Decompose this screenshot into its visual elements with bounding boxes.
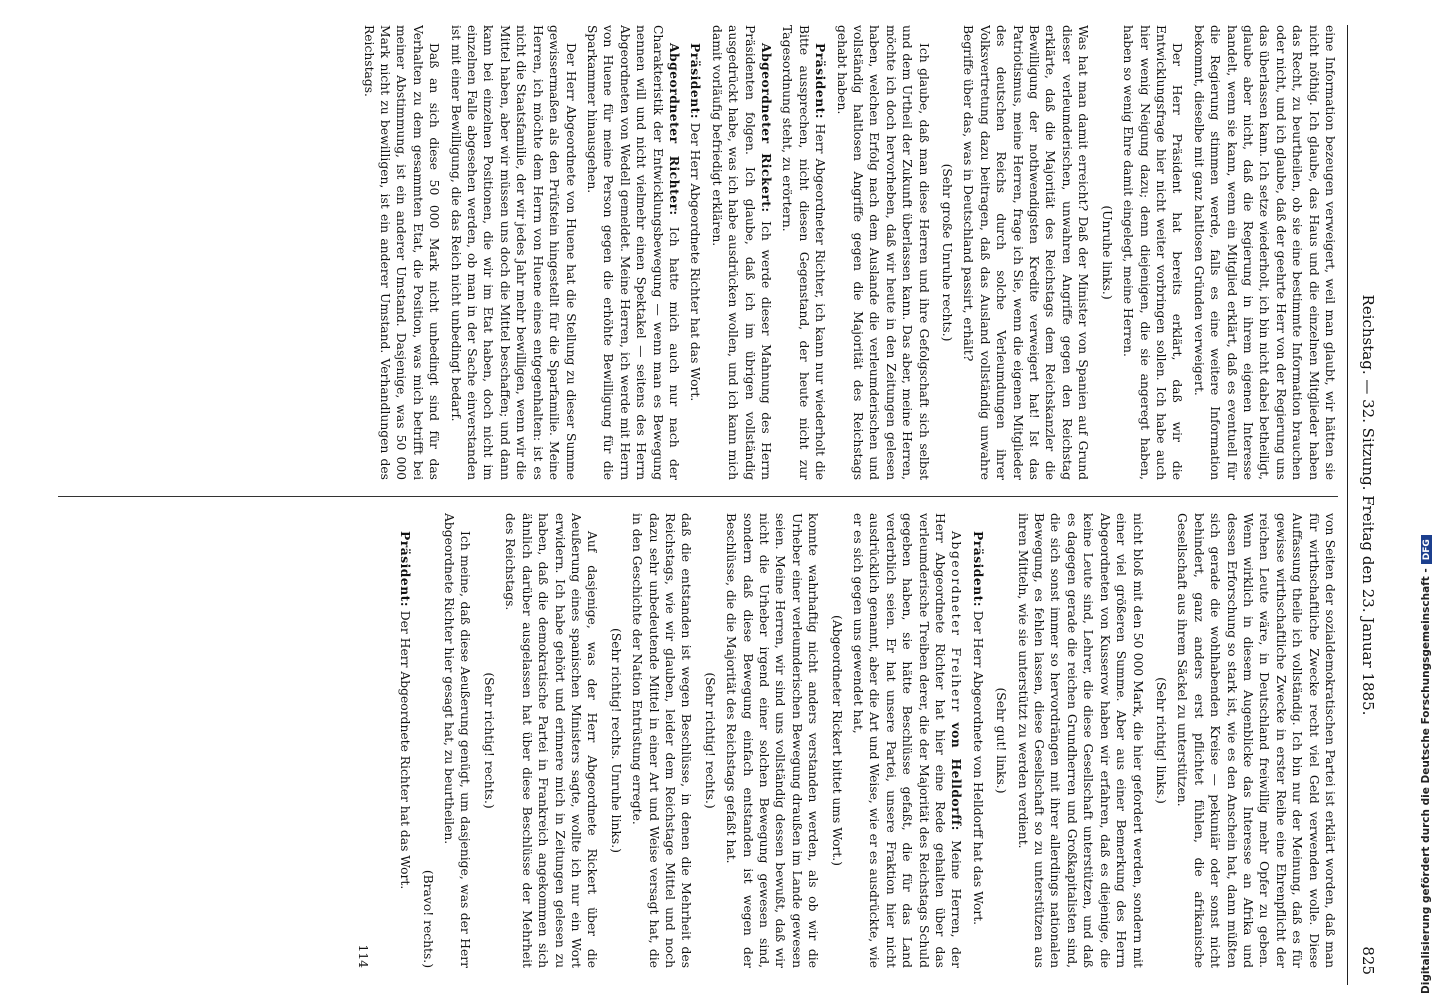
speech-president <box>779 25 828 480</box>
speaker-label: Präsident: <box>813 43 829 119</box>
speech-text: Der Herr Abgeordnete von Helldorff hat das Wort. <box>970 610 985 926</box>
speech-text: Meine Herren, der Herr Abgeordnete Richter hat hier eine Rede gehalten über das verleumderische Treiben derer, die der Majorität des Reichstags Schuld gegeben haben, sie hätte Beschlüsse gefaßt, die für das Land verderblich seien. Er hat unsere Partei, unsere Fraktion hier nicht ausdrücklich genannt, aber die Art und Weise, wie er es ausdrückte, wie er es sich gegen uns gewendet hat, <box>851 513 964 968</box>
interjection-note: (Unruhe links.) <box>1099 205 1114 300</box>
speech-rickert <box>708 25 774 480</box>
paragraph: Auf dasjenige, was der Herr Abgeordnete Rickert über die Aeußerung eines spanischen Ministers sagte, wollte ich nur ein Wort erwidern. Ich habe gehört und erinnere mich in Zeitungen gelesen zu haben, daß die demokratische Partei in Frankreich angekommen sich ähnlich darüber ausgelassen hat über diese Beschlüsse der Mehrheit des Reichstags. <box>503 513 600 968</box>
dfg-logo: DFG <box>1421 535 1432 564</box>
credit-text: Digitalisierung gefördert durch die Deutsche Forschungsgemeinschaft - <box>1420 568 1432 994</box>
speech-text: Der Herr Abgeordnete Richter hat das Wort. <box>398 610 413 890</box>
speech-president <box>687 25 703 480</box>
paragraph: konnte wahrhaftig nicht anders verstanden werden, als ob wir die Urheber einer verleumderischen Bewegung draußen im Lande gewesen seien. Meine Herren, wir sind uns vollständig dessen bewußt, daß wir nicht die Urheber irgend einer solchen Bewegung gewesen sind, sondern daß diese Bewegung einfach entstanden ist wegen der Beschlüsse, die die Majorität des Reichstags gefaßt hat. <box>724 513 821 968</box>
paragraph: Ich meine, daß diese Aeußerung genügt, um dasjenige, was der Herr Abgeordnete Richter hier gesagt hat, zu beurtheilen. <box>442 513 473 968</box>
paragraph: von Seiten der sozialdemokratischen Partei ist erklärt worden, daß man für wirthschaftliche Zwecke recht viel Geld verwenden wolle. Diese Auffassung theile ich vollständig. Ich bin nur der Meinung, daß es für gewisse wirthschaftliche Zwecke in erster Reihe eine Ehrenpflicht der reichen Leute wäre, in Deutschland freiwillig mehr Opfer zu geben. Wenn wirklich in diesem Augenblicke das Interesse an Afrika und dessen Erforschung so stark ist, wie es den Anschein hat, dann müßten sich gerade die wohlhabenden Kreise — pekuniär oder sonst nicht behindert, ganz anders erst pflichtet fühlen, die afrikanische Gesellschaft aus ihrem Säckel zu unterstützen. <box>1175 513 1337 968</box>
speech-president <box>969 513 985 968</box>
interjection-note: (Bravo! rechts.) <box>420 869 435 968</box>
speech-text: Herr Abgeordneter Richter, ich kann nur wiederholt die Bitte aussprechen, nicht diesen Gegenstand, der heute nicht zur Tagesordnung steht, zu erörtern. <box>780 25 828 480</box>
speaker-label: Präsident: <box>970 531 986 607</box>
interjection-note: (Sehr große Unruhe rechts.) <box>940 163 955 342</box>
digitization-credit <box>1420 4 1432 994</box>
speaker-label: Abgeordneter Rickert: <box>759 43 774 213</box>
speech-president <box>397 513 413 968</box>
interjection-note: (Sehr richtig! links.) <box>1153 677 1168 804</box>
speech-richter <box>584 25 682 480</box>
paragraph: eine Information bezeugen verweigert, weil man glaubt, wir hätten sie nicht nöthig. Ich glaube, das Haus und die einzelnen Mitglieder haben das Recht, zu beurtheilen, ob sie eine bestimmte Information brauchen oder nicht, und ich glaube, daß der geehrte Herr von der Regierung uns das überlassen kann. Ich setze wiederholt, ich bin nicht dabei betheiligt, glaube aber nicht, daß die Regierung in ihrem eigenen Interesse handelt, wenn sie kann, wenn ein Mitglied erklärt, daß es eventuell für die Regierung stimmen werde, falls es eine weitere Information bekommt, dieselbe mit ganz haltlosen Gründen verweigert. <box>1191 25 1337 480</box>
interjection-note: (Sehr richtig! rechts.) <box>702 672 717 809</box>
paragraph: nicht bloß mit den 50 000 Mark, die hier gefordert werden, sondern mit einer viel größeren Summe. Aber aus einer Bemerkung des Herrn Abgeordneten von Kusserow haben wir erfahren, daß es diejenige, die keine Leute sind, Lehrer, die diese Gesellschaft unterstützen, und daß es dagegen gerade die reichen Grundherren und Großkapitalisten sind, die sich sonst immer so hervordrängen mit ihrer allerdings nationalen Bewegung, es fehlen lassen, diese Gesellschaft so zu unterstützen aus ihren Mitteln, wie sie unterstützt zu werden verdient. <box>1015 513 1145 968</box>
page-header <box>1354 25 1382 985</box>
paragraph: Der Herr Abgeordnete von Huene hat die Stellung zu dieser Summe gewissermaßen als den Prüfstein hingestellt für die Sparfamilie. Meine Herren, ich möchte dem Herrn von Huene eines entgegenhalten: ist es nicht die Staatsfamilie, der wir jedes Jahr mehr bewilligen, wenn wir die Mittel haben, aber wir müssen uns doch die Mittel beschaffen; und dann kann bei einzelnen Positionen, die wir im Etat haben, doch nicht im einzelnen Falle abgesehen werden, ob man in der Sache einverstanden ist mit einer Bewilligung, die das Reich nicht unbedingt bedarf. <box>448 25 578 480</box>
interjection-note: (Abgeordneter Rickert bittet ums Wort.) <box>829 615 844 866</box>
speaker-label: Abgeordneter Richter: <box>666 43 682 216</box>
right-column <box>48 513 1338 968</box>
speaker-label: Präsident: <box>688 43 704 119</box>
column-divider <box>58 496 1338 497</box>
sheet-signature: 114 <box>355 944 370 968</box>
paragraph: Daß an sich diese 50 000 Mark nicht unbedingt sind für das Verhalten zu dem gesammten Etat, die Position, was mich betrifft bei meiner Abstimmung, ist ein anderer Umstand. Dasjenige, was 50 000 Mark nicht zu bewilligen, ist ein anderer Umstand. Verhandlungen des Reichstags. <box>361 25 442 480</box>
page-header-title: Reichstag. — 32. Sitzung. Freitag den 23. Januar 1885. <box>1359 294 1377 716</box>
interjection-note: (Sehr richtig! rechts. Unruhe links.) <box>608 628 623 853</box>
speaker-prefix: Abgeordneter Freiherr <box>949 531 964 713</box>
paragraph: Ich glaube, daß man diese Herren und ihre Gefolgschaft sich selbst und dem Urtheil der Zukunft überlassen kann. Das aber, meine Herren, möchte ich doch hervorheben, daß wir heute in den Zeitungen gelesen haben, welchen Erfolg nach dem Auslande die verleumderischen und vollständig haltlosen Angriffe gegen die Majorität des Reichstags gehabt haben. <box>834 25 931 480</box>
interjection-note: (Sehr richtig! rechts.) <box>481 672 496 809</box>
speech-text: Ich hatte mich auch nur nach der Charakteristik der Entwicklungsbewegung — wenn man es Bewegung nennen will und nicht vielmehr einen Spektakel — seitens des Herrn Abgeordneten von Wedell gemeldet. Meine Herren, ich werde mit Herrn von Huene für meine Person gegen die erhöhte Bewilligung für die Sparkammer hinausgehen. <box>584 25 681 480</box>
left-column <box>48 25 1338 480</box>
page-number: 825 <box>1359 946 1377 975</box>
speaker-label: Präsident: <box>398 531 414 607</box>
speech-text: Ich werde dieser Mahnung des Herrn Präsidenten folgen. Ich glaube, daß ich im übrigen vollständig ausgedrückt habe, was ich habe ausdrücken wollen, und ich kann mich damit vorläufig befriedigt erklären. <box>709 25 773 480</box>
speaker-label: von Helldorff: <box>949 722 965 831</box>
header-rule <box>1347 25 1348 985</box>
speech-helldorff <box>850 513 965 968</box>
rotated-page-content <box>42 25 1382 985</box>
speech-text: Der Herr Abgeordnete Richter hat das Wort. <box>688 122 703 402</box>
paragraph: Was hat man damit erreicht? Daß der Minister von Spanien auf Grund dieser verleumderischen, unwahren Angriffe gegen den Reichstag erklärte, daß die Majorität des Reichstags dem Reichskanzler die Bewilligung der nothwendigsten Kredite verweigert hat! Ist das Patriotismus, meine Herren, frage ich Sie, wenn die eigenen Mitglieder des deutschen Reichs durch solche Verleumdungen ihrer Volksvertretung dazu beitragen, daß das Ausland vollständig unwahre Begriffe über das, was in Deutschland passirt, erhält? <box>961 25 1091 480</box>
paragraph: daß die entstanden ist wegen Beschlüsse, in denen die Mehrheit des Reichstags, wie wir glauben, leider dem Reichstage Mittel und noch dazu sehr unbedeutende Mittel in einer Art und Weise versagt hat, die in den Geschichte der Nation Entrüstung erregte. <box>630 513 694 968</box>
paragraph: Der Herr Präsident hat bereits erklärt, daß wir die Entwicklungsfrage hier nicht weiter vorbringen sollen. Ich habe auch hier wenig Neigung dazu; denn diejenigen, die sie angeregt haben, haben so wenig Ehre damit eingelegt, meine Herren. <box>1121 25 1185 480</box>
interjection-note: (Sehr gut! links.) <box>994 687 1009 794</box>
